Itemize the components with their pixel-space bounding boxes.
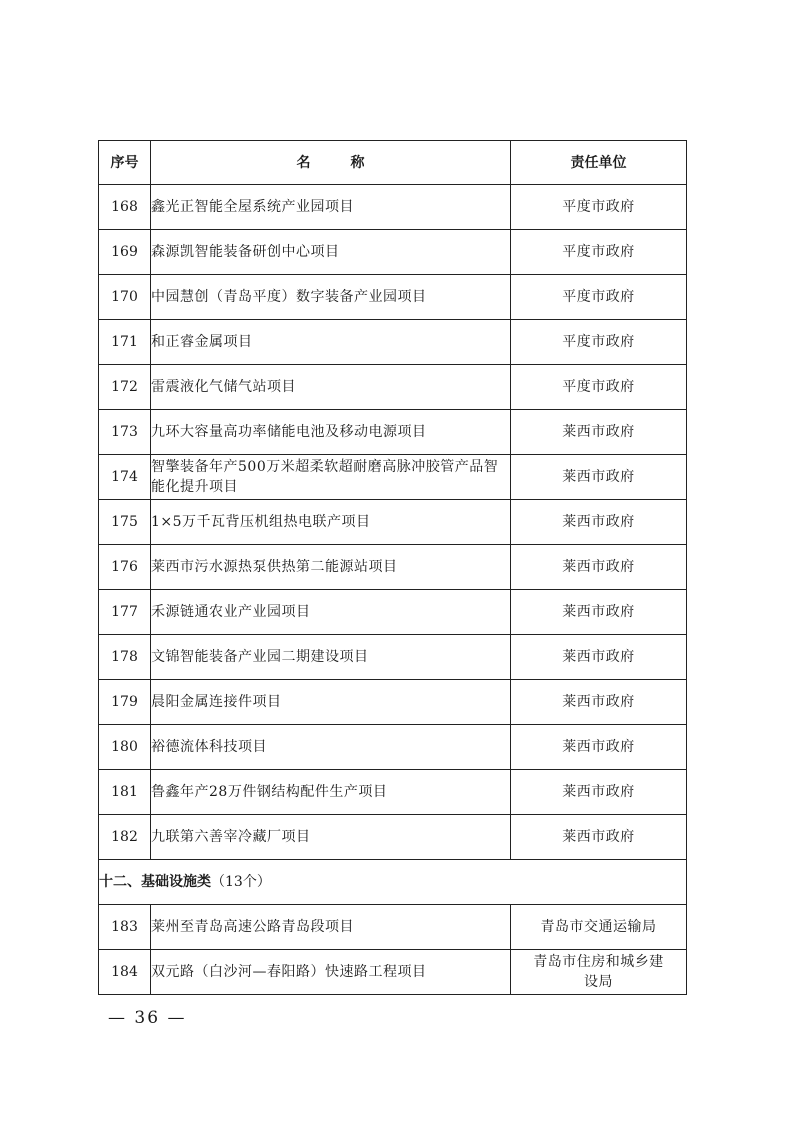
table-row: [99, 815, 687, 860]
table-row: [99, 410, 687, 455]
responsible-unit: 平度市政府: [511, 320, 687, 365]
page-number: — 36 —: [108, 1008, 187, 1028]
project-name: 禾源链通农业产业园项目: [151, 590, 511, 635]
project-name: 中园慧创（青岛平度）数字装备产业园项目: [151, 275, 511, 320]
row-number: 180: [99, 725, 151, 770]
section-title: 十二、基础设施类: [99, 874, 211, 890]
project-name: 鑫光正智能全屋系统产业园项目: [151, 185, 511, 230]
project-name: 裕德流体科技项目: [151, 725, 511, 770]
table-header-row: [99, 141, 687, 185]
responsible-unit: 平度市政府: [511, 365, 687, 410]
section-heading: [99, 860, 687, 905]
responsible-unit: 莱西市政府: [511, 545, 687, 590]
responsible-unit: 平度市政府: [511, 275, 687, 320]
project-table: [98, 140, 687, 995]
table-row: [99, 635, 687, 680]
responsible-unit: 青岛市交通运输局: [511, 905, 687, 950]
project-name: 晨阳金属连接件项目: [151, 680, 511, 725]
project-name: 鲁鑫年产28万件钢结构配件生产项目: [151, 770, 511, 815]
row-number: 181: [99, 770, 151, 815]
table-row: [99, 455, 687, 500]
project-name: 莱西市污水源热泵供热第二能源站项目: [151, 545, 511, 590]
responsible-unit: 莱西市政府: [511, 635, 687, 680]
project-name: 智擎装备年产500万米超柔软超耐磨高脉冲胶管产品智能化提升项目: [151, 455, 511, 500]
header-name-char-2: 称: [350, 154, 365, 171]
project-name: 和正睿金属项目: [151, 320, 511, 365]
responsible-unit: 莱西市政府: [511, 680, 687, 725]
table-row: [99, 230, 687, 275]
table-row: [99, 680, 687, 725]
table-row: [99, 185, 687, 230]
table-row: [99, 545, 687, 590]
row-number: 184: [99, 950, 151, 995]
responsible-unit: 平度市政府: [511, 185, 687, 230]
section-row: [99, 860, 687, 905]
responsible-unit: 平度市政府: [511, 230, 687, 275]
responsible-unit: 莱西市政府: [511, 455, 687, 500]
project-name: 双元路（白沙河—春阳路）快速路工程项目: [151, 950, 511, 995]
project-name: 九环大容量高功率储能电池及移动电源项目: [151, 410, 511, 455]
table-row: [99, 320, 687, 365]
row-number: 183: [99, 905, 151, 950]
responsible-unit: 莱西市政府: [511, 770, 687, 815]
responsible-unit: 莱西市政府: [511, 500, 687, 545]
table-row: [99, 590, 687, 635]
row-number: 174: [99, 455, 151, 500]
responsible-unit: 青岛市住房和城乡建设局: [511, 950, 687, 995]
row-number: 173: [99, 410, 151, 455]
row-number: 172: [99, 365, 151, 410]
table-row: [99, 770, 687, 815]
section-count: （13个）: [211, 874, 271, 890]
responsible-unit: 莱西市政府: [511, 725, 687, 770]
header-name-char-1: 名: [296, 154, 311, 171]
row-number: 171: [99, 320, 151, 365]
project-name: 文锦智能装备产业园二期建设项目: [151, 635, 511, 680]
table-row: [99, 905, 687, 950]
table-row: [99, 275, 687, 320]
row-number: 168: [99, 185, 151, 230]
header-name: [151, 141, 511, 185]
table-row: [99, 500, 687, 545]
row-number: 178: [99, 635, 151, 680]
header-responsible-unit: 责任单位: [511, 141, 687, 185]
project-name: 森源凯智能装备研创中心项目: [151, 230, 511, 275]
row-number: 177: [99, 590, 151, 635]
row-number: 176: [99, 545, 151, 590]
row-number: 182: [99, 815, 151, 860]
table-row: [99, 725, 687, 770]
row-number: 169: [99, 230, 151, 275]
row-number: 179: [99, 680, 151, 725]
project-name: 雷震液化气储气站项目: [151, 365, 511, 410]
responsible-unit: 莱西市政府: [511, 590, 687, 635]
row-number: 170: [99, 275, 151, 320]
row-number: 175: [99, 500, 151, 545]
project-name: 九联第六善宰冷藏厂项目: [151, 815, 511, 860]
header-serial-number: 序号: [99, 141, 151, 185]
project-name: 1×5万千瓦背压机组热电联产项目: [151, 500, 511, 545]
project-name: 莱州至青岛高速公路青岛段项目: [151, 905, 511, 950]
table-row: [99, 950, 687, 995]
responsible-unit: 莱西市政府: [511, 410, 687, 455]
responsible-unit: 莱西市政府: [511, 815, 687, 860]
table-row: [99, 365, 687, 410]
